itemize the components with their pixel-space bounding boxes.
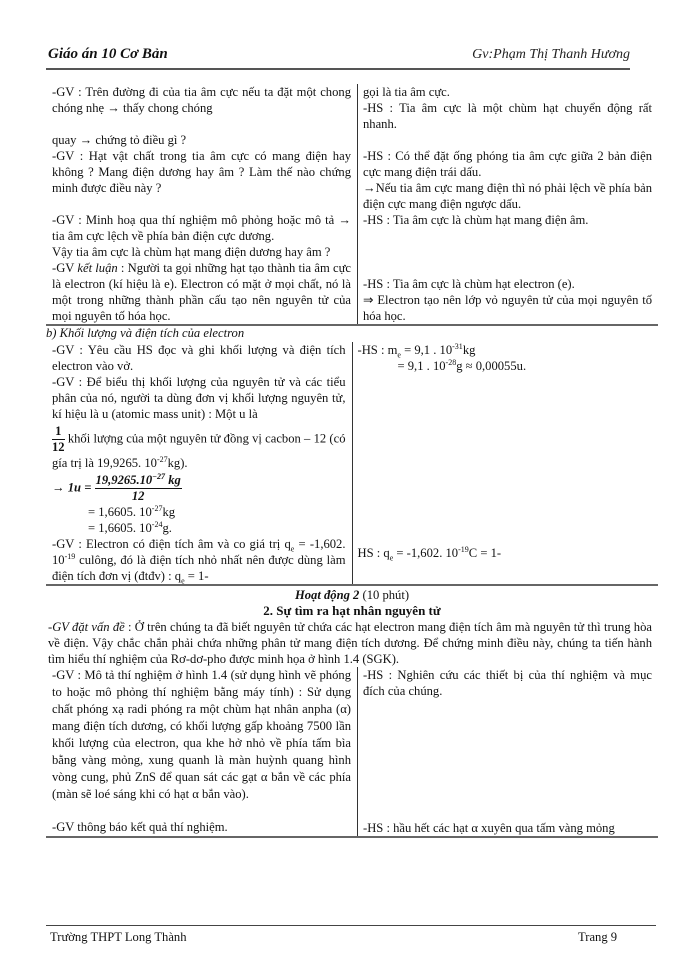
hs-paragraph: -HS : Tia âm cực là chùm hạt mang điện âm. (363, 213, 589, 227)
gv-paragraph: -GV : Trên đường đi của tia âm cực nếu ta đặt một chong chóng nhẹ → thấy chong chóng (52, 85, 351, 115)
student-column (352, 342, 658, 585)
table-row (46, 84, 658, 325)
lesson-table-2 (46, 667, 658, 838)
gv-charge-paragraph: -GV : Electron có điện tích âm và co giá trị $q_e = -1,602$. $10^{-19}$ culông, đó là điện tích nhỏ nhất nên được dùng làm điện tích đơn vị (đtđv) : $q_e = 1-$ (52, 537, 346, 586)
hs-paragraph: gọi là tia âm cực. (363, 85, 450, 99)
teacher-column (46, 342, 352, 585)
activity-2-title: Hoạt động 2 (10 phút) (294, 588, 410, 602)
page-header (48, 44, 630, 66)
hs-paragraph: →Nếu tia âm cực mang điện thì nó phải lệch về phía bản điện cực mang điện ngược dấu. (363, 181, 652, 211)
hs-paragraph: -HS : Tia âm cực là một chùm hạt chuyển động rất nhanh. (363, 101, 652, 131)
table-row (46, 667, 658, 837)
hs-paragraph: ⇒ Electron tạo nên lớp vỏ nguyên tử của mọi nguyên tố hóa học. (363, 293, 652, 323)
hs-paragraph: -HS : Có thể đặt ống phóng tia âm cực giữa 2 bản điện cực mang điện trái dấu. (363, 149, 652, 179)
student-column (358, 667, 659, 837)
gv-paragraph: -GV : Yêu cầu HS đọc và ghi khối lượng và điện tích electron vào vở. (52, 343, 346, 373)
lesson-table-b (46, 324, 658, 586)
school-name: Trường THPT Long Thành (50, 930, 187, 944)
header-divider (46, 68, 630, 70)
page-body (46, 84, 658, 838)
gv-paragraph: quay → chứng tỏ điều gì ? (52, 133, 187, 147)
section-b-title: b) Khối lượng và điện tích của electron (46, 326, 245, 340)
lesson-table-1 (46, 84, 658, 326)
gv-conclusion: -GV kết luận : Người ta gọi những hạt tạo thành tia âm cực là electron (kí hiệu là e). Electron có mặt ở mọi chất, nó là một trong những thành phần cấu tạo nên nguyên tử của mọi nguyên tố hóa học. (52, 261, 351, 323)
hs-mass: -HS : $m_e = 9,1$ . $10^{-31}kg$ (357, 341, 476, 360)
teacher-column (46, 667, 358, 837)
teacher-column (46, 84, 358, 325)
hs-charge: HS : $q_e = -1,602$. $10^{-19}C = 1-$ (357, 544, 502, 563)
teacher-name: Gv:Phạm Thị Thanh Hương (472, 47, 630, 62)
student-column (358, 84, 659, 325)
gv-paragraph: -GV thông báo kết quả thí nghiệm. (52, 820, 228, 834)
hs-mass-grams: = 9,1 . $10^{-28}g \approx 0,00055u$. (397, 357, 527, 373)
gv-paragraph: -GV : Để biểu thị khối lượng của nguyên tử và các tiểu phân của nó, người ta dùng đơn vị khối lượng nguyên tử, kí hiệu là u (atomic mass unit) : Một u là (52, 375, 346, 421)
gv-paragraph: -GV : Minh hoạ qua thí nghiệm mô phỏng hoặc mô tả → tia âm cực lệch về phía bản điện cực dương. (52, 213, 351, 243)
footer-divider (46, 925, 656, 926)
formula-1u: → 1u = $\frac{19,9265.10^{-27} kg}{12}$ (52, 471, 181, 503)
hs-paragraph: -HS : Tia âm cực là chùm hạt electron (e). (363, 277, 575, 291)
gv-paragraph: -GV : Hạt vật chất trong tia âm cực có mang điện hay không ? Mang điện dương hay âm ? Làm thế nào chứng minh được điều này ? (52, 149, 351, 195)
equation-kg: = 1,6605. $10^{-27}kg$ (88, 503, 176, 519)
table-row (46, 342, 658, 585)
equation-g: = 1,6605. $10^{-24}g$. (88, 519, 172, 535)
hs-paragraph: -HS : Nghiên cứu các thiết bị của thí nghiệm và mục đích của chúng. (363, 668, 652, 698)
fraction-one-twelfth: $\frac{1}{12}$ (52, 424, 65, 454)
hs-paragraph: -HS : hầu hết các hạt α xuyên qua tấm vàng mỏng (363, 821, 615, 835)
gv-intro: -GV đặt vấn đề : Ở trên chúng ta đã biết nguyên tử chứa các hạt electron mang điện tích âm mà nguyên tử thì trung hòa về điện. Vậy chắc chắn phải chứa những phân tử mang điện tích dương. Để chứng minh điều này, chúng ta tiến hành tìm hiểu thí nghiệm của Rơ-dơ-pho được minh họa ở hình 1.4 (SGK). (48, 620, 652, 666)
gv-paragraph: $\frac{1}{12}$ khối lượng của một nguyên tử đồng vị cacbon – 12 (có gía trị là 19,9265. $10^{-27}kg$). (52, 424, 346, 470)
gv-paragraph: Vậy tia âm cực là chùm hạt mang điện dương hay âm ? (52, 245, 331, 259)
gv-paragraph: -GV : Mô tả thí nghiệm ở hình 1.4 (sử dụng hình vẽ phóng to hoặc mô phỏng thí nghiệm bằng máy tính) : Sử dụng chất phóng xạ radi phóng ra một chùm hạt nhân anpha (α) mang điện tích dương, có khối lượng gấp khoảng 7500 lần khối lượng của electron, qua khe hở nhỏ về phía tấm bìa bằng vàng mỏng, xung quanh là màn huỳnh quang hình vòng cung, phủ ZnS để quan sát các gạt α bắn về các phía (màn sẽ loé sáng khi có hạt α bắn vào). (52, 668, 351, 801)
document-title: Giáo án 10 Cơ Bản (48, 46, 168, 62)
section-2-title: 2. Sự tìm ra hạt nhân nguyên tử (263, 603, 441, 618)
page-number: Trang 9 (578, 930, 618, 944)
